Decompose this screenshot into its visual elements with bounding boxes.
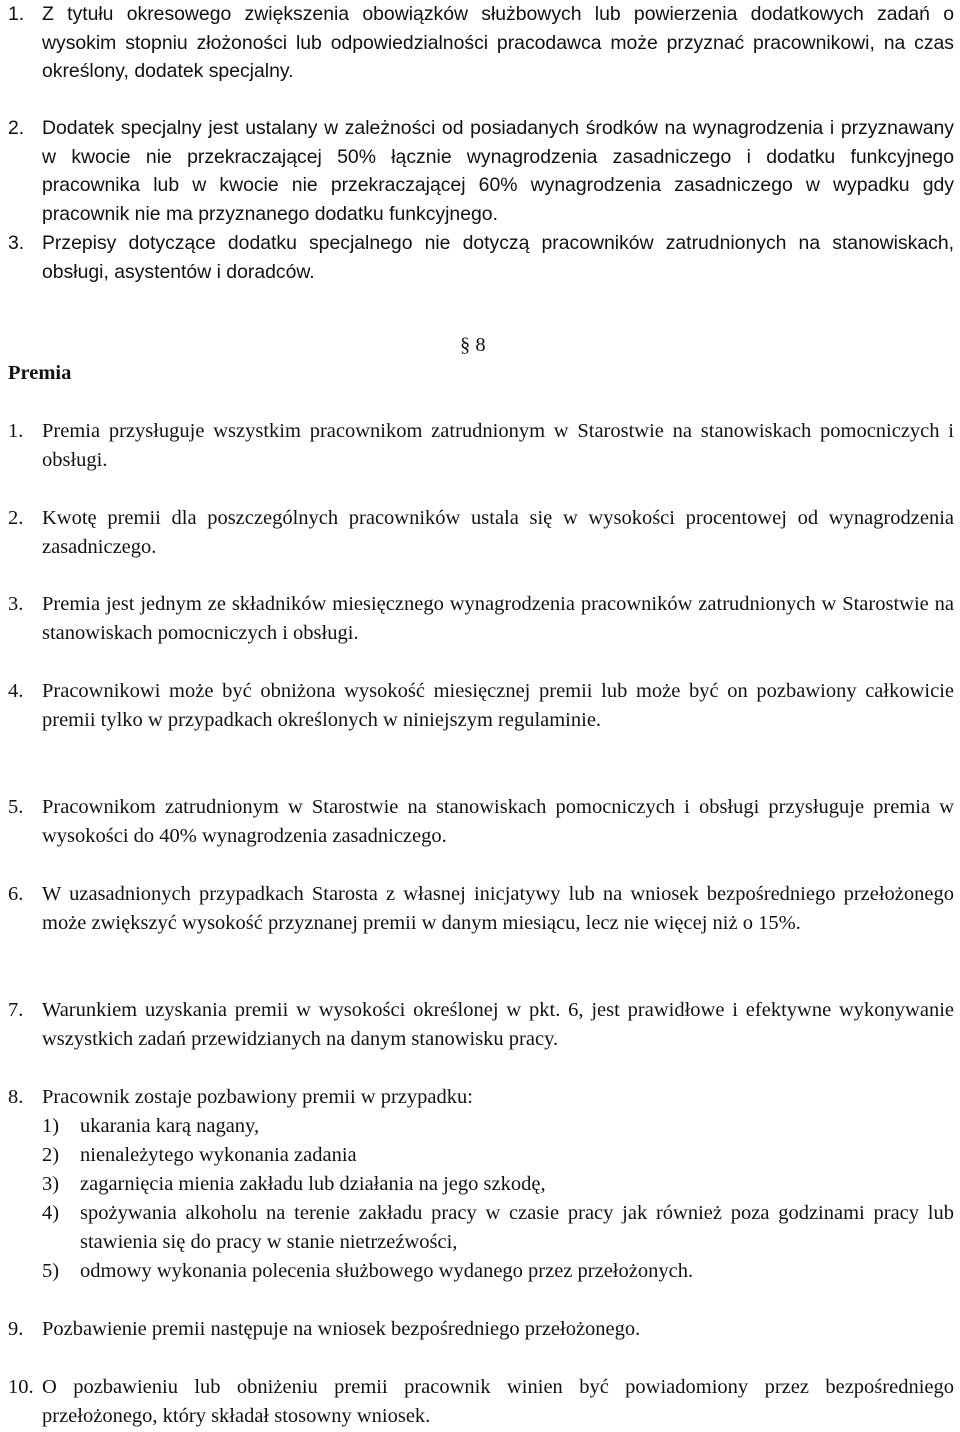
sub-item-number: 2) [42, 1144, 60, 1166]
list-item [8, 677, 954, 734]
item-number: 6. [8, 883, 24, 905]
item-text: Warunkiem uzyskania premii w wysokości określonej w pkt. 6, jest prawidłowe i efektywne wykonywanie wszystkich zadań przewidzianych na danym stanowisku pracy. [42, 999, 954, 1050]
sub-list-item [42, 1112, 954, 1141]
sub-item-text: odmowy wykonania polecenia służbowego wydanego przez przełożonych. [80, 1260, 694, 1282]
item-number: 10. [8, 1376, 34, 1398]
item-text: Przepisy dotyczące dodatku specjalnego nie dotyczą pracowników zatrudnionych na stanowiskach, obsługi, asystentów i doradców. [42, 232, 954, 283]
sub-item-text: spożywania alkoholu na terenie zakładu pracy w czasie pracy jak również poza godzinami pracy lub stawienia się do pracy w stanie nietrzeźwości, [80, 1202, 954, 1253]
list-item [8, 880, 954, 937]
sub-item-text: zagarnięcia mienia zakładu lub działania na jego szkodę, [80, 1173, 546, 1195]
item-number: 3. [8, 232, 25, 254]
item-number: 1. [8, 3, 25, 25]
item-text: Premia jest jednym ze składników miesięcznego wynagrodzenia pracowników zatrudnionych w Starostwie na stanowiskach pomocniczych i obsługi. [42, 593, 954, 644]
item-number: 9. [8, 1318, 24, 1340]
list-item [8, 1315, 954, 1344]
sub-list-item [42, 1141, 954, 1170]
list-item [8, 114, 954, 228]
sub-item-text: nienależytego wykonania zadania [80, 1144, 357, 1166]
item-text: Dodatek specjalny jest ustalany w zależności od posiadanych środków na wynagrodzenia i przyznawany w kwocie nie przekraczającej 50% łącznie wynagrodzenia zasadniczego i dodatku funkcyjnego pracownika lub w kwocie nie przekraczającej 60% wynagrodzenia zasadniczego w wypadku gdy pracownik nie ma przyznanego dodatku funkcyjnego. [42, 117, 954, 225]
list-item [8, 590, 954, 647]
sub-item-number: 5) [42, 1260, 60, 1282]
item-text: O pozbawieniu lub obniżeniu premii pracownik winien być powiadomiony przez bezpośredniego przełożonego, który składał stosowny wniosek. [42, 1376, 954, 1427]
item-number: 7. [8, 999, 24, 1021]
item-text: Pracownik zostaje pozbawiony premii w przypadku: [42, 1086, 473, 1108]
list-item [8, 1373, 954, 1430]
sub-item-number: 4) [42, 1202, 60, 1224]
list-item [8, 0, 954, 86]
item-number: 2. [8, 507, 24, 529]
item-number: 3. [8, 593, 24, 615]
list-item [8, 1083, 954, 1112]
section-number: § 8 [460, 334, 486, 356]
item-number: 4. [8, 680, 24, 702]
sub-item-number: 3) [42, 1173, 60, 1195]
item-text: Pozbawienie premii następuje na wniosek bezpośredniego przełożonego. [42, 1318, 641, 1340]
item-text: W uzasadnionych przypadkach Starosta z własnej inicjatywy lub na wniosek bezpośredniego przełożonego może zwiększyć wysokość przyznanej premii w danym miesiącu, lecz nie więcej niż o 15%. [42, 883, 954, 934]
item-number: 1. [8, 420, 24, 442]
section-title: Premia [8, 362, 72, 384]
sub-list-item [42, 1257, 954, 1286]
list-item [8, 793, 954, 850]
list-item [8, 229, 954, 286]
item-text: Pracownikowi może być obniżona wysokość miesięcznej premii lub może być on pozbawiony całkowicie premii tylko w przypadkach określonych w niniejszym regulaminie. [42, 680, 954, 731]
item-text: Z tytułu okresowego zwiększenia obowiązków służbowych lub powierzenia dodatkowych zadań o wysokim stopniu złożoności lub odpowiedzialności pracodawca może przyznać pracownikowi, na czas określony, dodatek specjalny. [42, 3, 954, 83]
item-text: Kwotę premii dla poszczególnych pracowników ustala się w wysokości procentowej od wynagrodzenia zasadniczego. [42, 507, 954, 558]
sub-item-text: ukarania karą nagany, [80, 1115, 260, 1137]
sub-list-item [42, 1199, 954, 1256]
list-item [8, 996, 954, 1053]
sub-item-number: 1) [42, 1115, 60, 1137]
list-item [8, 504, 954, 561]
sub-list-item [42, 1170, 954, 1199]
item-text: Pracownikom zatrudnionym w Starostwie na stanowiskach pomocniczych i obsługi przysługuje premia w wysokości do 40% wynagrodzenia zasadniczego. [42, 796, 954, 847]
item-number: 5. [8, 796, 24, 818]
list-item [8, 417, 954, 474]
item-number: 8. [8, 1086, 24, 1108]
item-number: 2. [8, 117, 25, 139]
item-text: Premia przysługuje wszystkim pracownikom zatrudnionym w Starostwie na stanowiskach pomocniczych i obsługi. [42, 420, 954, 471]
